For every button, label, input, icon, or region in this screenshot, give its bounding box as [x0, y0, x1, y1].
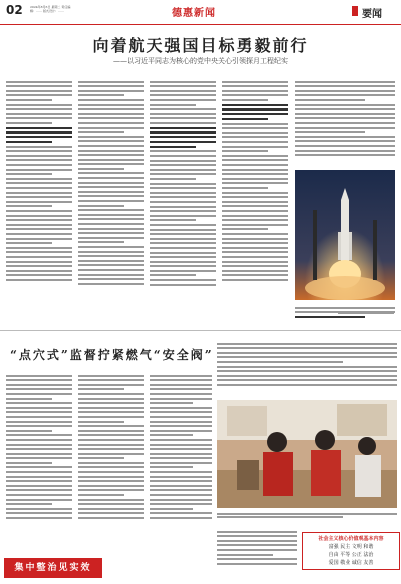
section-marker	[352, 6, 358, 16]
feature-headline: “点穴式”监督拧紧燃气“安全阀”	[10, 348, 214, 362]
feature-column-4	[217, 340, 397, 396]
feature-column-1	[6, 372, 72, 552]
core-values-title: 社会主义核心价值观基本内容	[318, 536, 384, 542]
feature-column-5	[217, 528, 297, 578]
core-values-line-3: 爱国 敬业 诚信 友善	[328, 560, 374, 566]
article-column-5b	[295, 304, 395, 326]
campaign-banner	[4, 558, 102, 578]
article-column-3	[150, 78, 216, 324]
article-column-5	[295, 78, 395, 166]
article-column-1	[6, 78, 72, 324]
feature-column-2	[78, 372, 144, 552]
section-label: 要闻	[362, 9, 382, 20]
main-headline: 向着航天强国目标勇毅前行	[92, 36, 309, 55]
page-number: 02	[6, 3, 23, 17]
article-column-4	[222, 78, 288, 324]
core-values-line-1: 富强 民主 文明 和谐	[328, 544, 374, 550]
main-subheadline: ——以习近平同志为核心的党中央关心引领探月工程纪实	[113, 57, 288, 65]
core-values-line-2: 自由 平等 公正 法治	[328, 552, 374, 558]
article-column-2	[78, 78, 144, 324]
masthead: 德惠新闻	[172, 8, 216, 19]
core-values-box	[302, 532, 400, 570]
campaign-banner-label: 集中整治见实效	[14, 563, 92, 573]
section-divider	[0, 330, 401, 331]
inspection-photo	[217, 400, 397, 508]
rocket-launch-photo	[295, 170, 395, 300]
issue-date: 2024年8月6日 星期二 责任编辑：…… 版式设计：……	[30, 5, 71, 13]
feature-column-3	[150, 372, 212, 552]
feature-photo-caption	[217, 512, 397, 519]
